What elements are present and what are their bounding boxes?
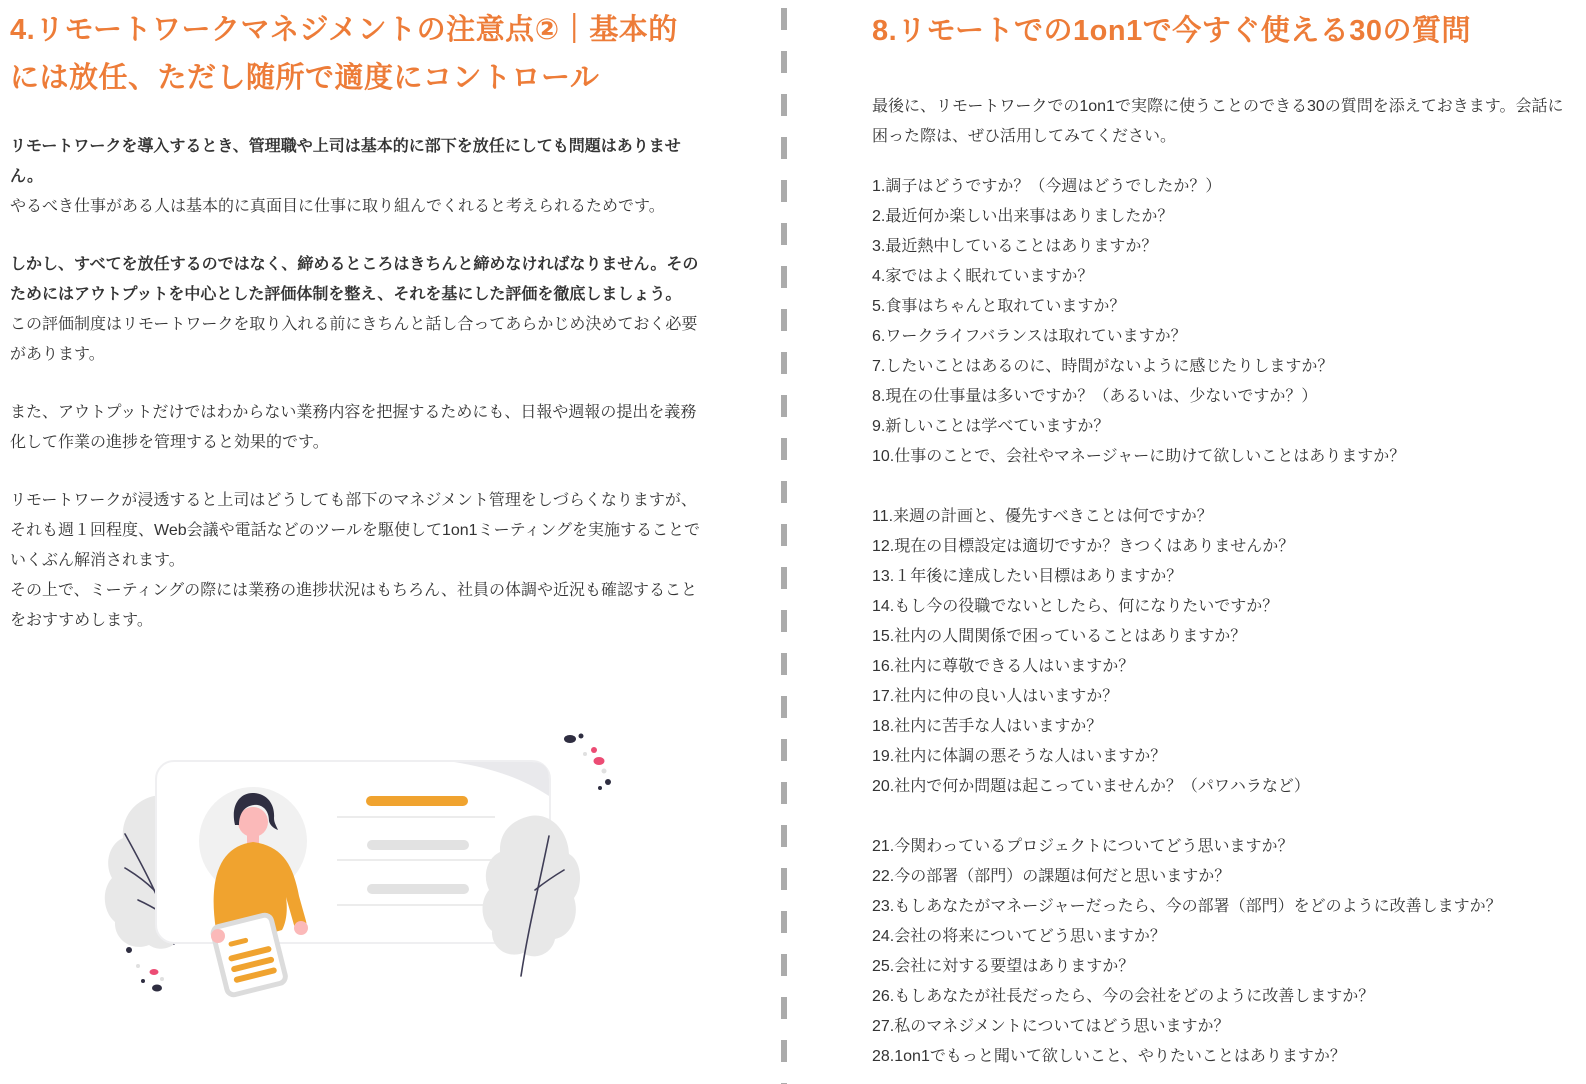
question-item: 15.社内の人間関係で困っていることはありますか？ <box>872 628 1247 645</box>
left-column <box>10 6 704 1008</box>
question-item: 25.会社に対する要望はありますか？ <box>872 958 1135 975</box>
confetti-dots-bottom <box>126 947 164 992</box>
question-item: 18.社内に苦手な人はいますか？ <box>872 718 1103 735</box>
question-item: 3.最近熱中していることはありますか？ <box>872 238 1158 255</box>
question-item: 12.現在の目標設定は適切ですか？きつくはありませんか？ <box>872 538 1295 555</box>
question-item: 19.社内に体調の悪そうな人はいますか？ <box>872 748 1167 765</box>
remote-worker-illustration <box>102 678 642 1008</box>
question-item: 23.もしあなたがマネージャーだったら、今の部署（部門）をどのように改善しますか？ <box>872 898 1502 915</box>
question-item: 1.調子はどうですか？（今週はどうでしたか？） <box>872 178 1222 195</box>
question-item: 26.もしあなたが社長だったら、今の会社をどのように改善しますか？ <box>872 988 1375 1005</box>
question-item: 8.現在の仕事量は多いですか？（あるいは、少ないですか？） <box>872 388 1318 405</box>
question-item: 22.今の部署（部門）の課題は何だと思いますか？ <box>872 868 1231 885</box>
question-item: 27.私のマネジメントについてはどう思いますか？ <box>872 1018 1230 1035</box>
right-column <box>872 10 1566 1084</box>
paragraph-line: リモートワークを導入するとき、管理職や上司は基本的に部下を放任にしても問題はありません。 <box>10 138 681 185</box>
paragraph <box>10 486 704 636</box>
card-title-bar <box>366 796 468 806</box>
question-list <box>872 172 1566 1072</box>
paragraph-line: この評価制度はリモートワークを取り入れる前にきちんと話し合ってあらかじめ決めておく必要があります。 <box>10 316 698 363</box>
body-paragraphs <box>10 132 704 636</box>
question-group <box>872 832 1566 1072</box>
paragraph-line: やるべき仕事がある人は基本的に真面目に仕事に取り組んでくれると考えられるためです。 <box>10 198 665 215</box>
question-item: 7.したいことはあるのに、時間がないように感じたりしますか？ <box>872 358 1334 375</box>
question-item: 14.もし今の役職でないとしたら、何になりたいですか？ <box>872 598 1279 615</box>
paragraph-line: リモートワークが浸透すると上司はどうしても部下のマネジメント管理をしづらくなりますが、それも週１回程度、Web会議や電話などのツールを駆使して1on1ミーティングを実施することでいくぶん解消されます。 <box>10 492 700 569</box>
paragraph-line: しかし、すべてを放任するのではなく、締めるところはきちんと締めなければなりません。そのためにはアウトプットを中心とした評価体制を整え、それを基にした評価を徹底しましょう。 <box>10 256 699 303</box>
confetti-dots-top <box>564 734 611 791</box>
question-item: 13.１年後に達成したい目標はありますか？ <box>872 568 1183 585</box>
card-text-bar <box>367 884 469 894</box>
question-item: 11.来週の計画と、優先すべきことは何ですか？ <box>872 508 1213 525</box>
column-divider-dashed-line <box>781 8 787 1084</box>
section-heading-30-questions: 8.リモートでの1on1で今すぐ使える30の質問 <box>872 15 1471 47</box>
illustration-container <box>102 678 642 1008</box>
paragraph-line: その上で、ミーティングの際には業務の進捗状況はもちろん、社員の体調や近況も確認することをおすすめします。 <box>10 582 698 629</box>
question-item: 6.ワークライフバランスは取れていますか？ <box>872 328 1187 345</box>
question-item: 20.社内で何か問題は起こっていませんか？（パワハラなど） <box>872 778 1310 795</box>
question-item: 24.会社の将来についてどう思いますか？ <box>872 928 1166 945</box>
paragraph <box>10 250 704 370</box>
question-item: 2.最近何か楽しい出来事はありましたか？ <box>872 208 1174 225</box>
person-icon <box>199 787 308 996</box>
question-group <box>872 502 1566 802</box>
question-item: 28.1on1でもっと聞いて欲しいこと、やりたいことはありますか？ <box>872 1048 1346 1065</box>
question-item: 5.食事はちゃんと取れていますか？ <box>872 298 1126 315</box>
paragraph <box>10 132 704 222</box>
paragraph-line: また、アウトプットだけではわからない業務内容を把握するためにも、日報や週報の提出を義務化して作業の進捗を管理すると効果的です。 <box>10 404 697 451</box>
question-item: 9.新しいことは学べていますか？ <box>872 418 1110 435</box>
question-item: 10.仕事のことで、会社やマネージャーに助けて欲しいことはありますか？ <box>872 448 1406 465</box>
intro-paragraph: 最後に、リモートワークでの1on1で実際に使うことのできる30の質問を添えておきます。会話に困った際は、ぜひ活用してみてください。 <box>872 98 1564 145</box>
paragraph <box>10 398 704 458</box>
question-group <box>872 172 1566 472</box>
question-item: 16.社内に尊敬できる人はいますか？ <box>872 658 1135 675</box>
card-text-bar <box>367 840 469 850</box>
question-item: 21.今関わっているプロジェクトについてどう思いますか？ <box>872 838 1294 855</box>
question-item: 4.家ではよく眠れていますか？ <box>872 268 1094 285</box>
section-heading-management-tips: 4.リモートワークマネジメントの注意点②｜基本的には放任、ただし随所で適度にコントロール <box>10 14 678 94</box>
question-item: 17.社内に仲の良い人はいますか？ <box>872 688 1119 705</box>
